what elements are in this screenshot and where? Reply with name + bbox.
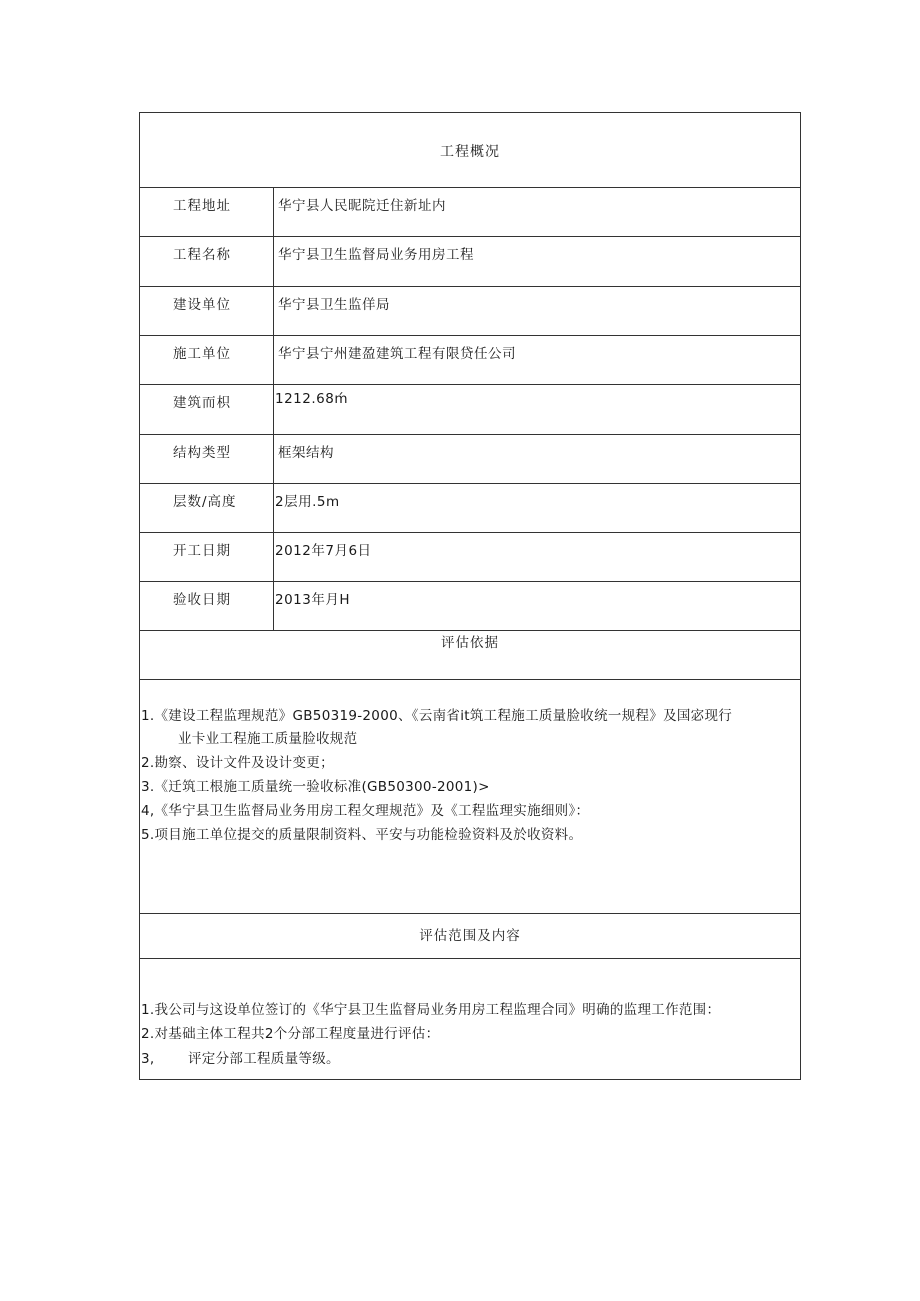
basis-item: 3.《迁筑工根施工质量统一验收标准(GB50300-2001)>: [141, 779, 490, 795]
field-row-area: [140, 384, 800, 434]
field-label: 工程地址: [173, 198, 231, 214]
field-row-address: [140, 187, 800, 236]
field-value: 华宁县宁州建盈建筑工程有限贷任公司: [278, 346, 516, 362]
field-value: 2012年7月6日: [275, 543, 372, 559]
basis-item: 4,《华宁县卫生监督局业务用房工程攵理规范》及《工程监理实施细则》：: [141, 803, 590, 819]
field-row-start-date: [140, 532, 800, 581]
field-row-floors: [140, 483, 800, 532]
field-row-structure: [140, 434, 800, 483]
field-label: 层数/高度: [173, 494, 237, 510]
basis-item: 1.《建设工程监理规范》GB50319-2000、《云南省it筑工程施工质量脸收统一规程》及国宓现行: [141, 708, 733, 724]
assessment-form: [139, 112, 801, 1080]
field-label: 结构类型: [173, 445, 231, 461]
field-value: 2013年月H: [275, 592, 351, 608]
field-label: 工程名称: [173, 247, 231, 263]
field-value: 框架结构: [278, 445, 334, 461]
scope-item: 评定分部工程质量等级。: [188, 1051, 340, 1067]
basis-item: 业卡业工程施工质量脸收规范: [178, 731, 358, 747]
basis-item: 2.勘察、设计文件及设计变更；: [141, 755, 334, 771]
field-value: 2层用.5m: [275, 494, 340, 510]
field-value: 华宁县卫生监佯局: [278, 297, 390, 313]
field-value: 1212.68ḿ: [275, 391, 348, 407]
section-title-basis: 评估依据: [140, 630, 800, 679]
section-title-scope: 评估范围及内容: [140, 913, 800, 958]
field-value: 华宁县卫生监督局业务用房工程: [278, 247, 474, 263]
field-label: 开工日期: [173, 543, 231, 559]
field-label: 建筑而枳: [173, 395, 231, 411]
scope-item: 2.对基础主体工程共2个分部工程度量进行评估：: [141, 1026, 440, 1042]
scope-section: [140, 958, 800, 1079]
field-row-contractor: [140, 335, 800, 384]
field-label: 建设单位: [173, 297, 231, 313]
field-value: 华宁县人民昵院迁住新址内: [278, 198, 446, 214]
field-label: 施工单位: [173, 346, 231, 362]
scope-item: 1.我公司与这设单位签订的《华宁县卫生监督局业务用房工程监理合同》明确的监理工作范围：: [141, 1002, 721, 1018]
scope-item: 3,: [141, 1051, 155, 1067]
field-label: 验收日期: [173, 592, 231, 608]
basis-section: [140, 679, 800, 913]
page-title: 工程概况: [440, 144, 500, 160]
field-row-owner: [140, 286, 800, 335]
field-row-acceptance-date: [140, 581, 800, 630]
basis-item: 5.项目施工单位提交的质量限制资料、平安与功能检验资料及於收资料。: [141, 827, 583, 843]
field-row-project-name: [140, 236, 800, 286]
